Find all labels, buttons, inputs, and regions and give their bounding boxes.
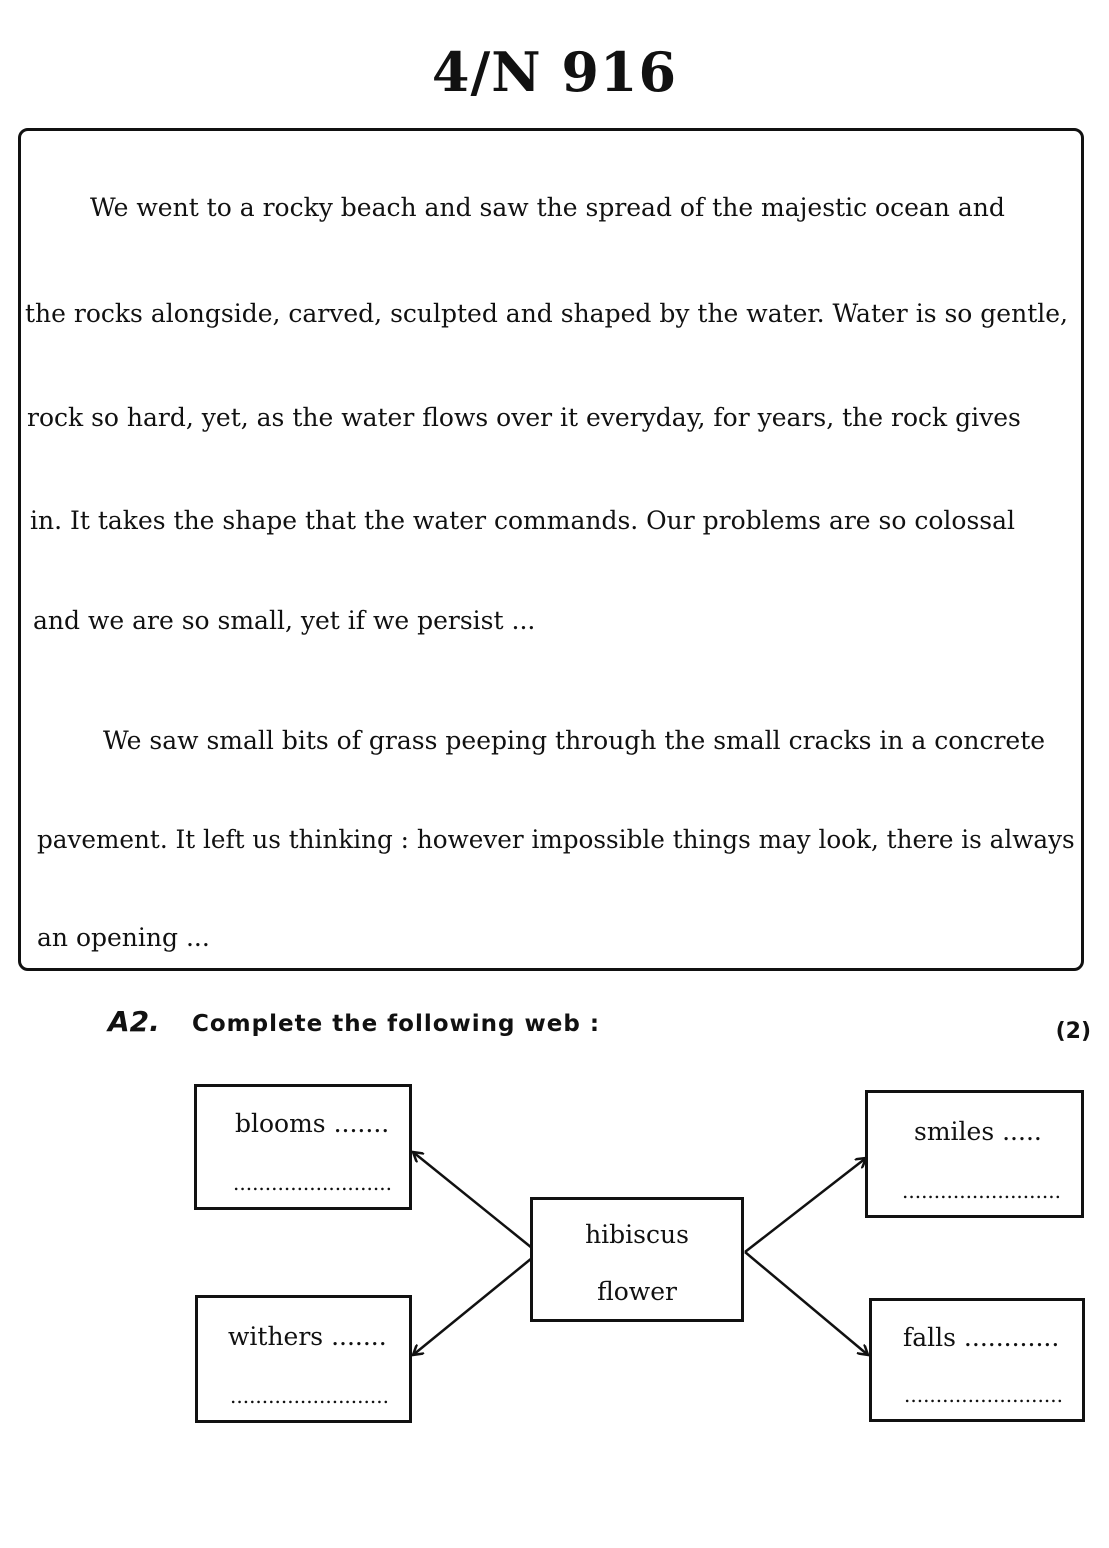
passage-line: in. It takes the shape that the water commands. Our problems are so colossal [30, 506, 1016, 535]
arrow-top-right [745, 1158, 866, 1252]
passage-line: an opening ... [37, 923, 210, 952]
web-word: falls ............ [903, 1323, 1060, 1352]
passage-line: We saw small bits of grass peeping through the small cracks in a concrete [103, 726, 1046, 755]
web-answer-blank[interactable]: ......................... [904, 1383, 1063, 1407]
web-answer-blank[interactable]: ......................... [902, 1179, 1061, 1203]
web-word: withers ....... [228, 1322, 387, 1351]
web-answer-blank[interactable]: ......................... [230, 1384, 389, 1408]
web-center-line1: hibiscus [585, 1220, 689, 1249]
web-box-top-right [865, 1090, 1084, 1218]
web-center-box [530, 1197, 744, 1322]
web-box-bottom-left [195, 1295, 412, 1423]
arrow-top-left [413, 1152, 532, 1248]
web-answer-blank[interactable]: ......................... [233, 1171, 392, 1195]
arrow-bottom-right [745, 1252, 868, 1355]
passage-line: rock so hard, yet, as the water flows over it everyday, for years, the rock gives [27, 403, 1021, 432]
passage-line: the rocks alongside, carved, sculpted and shaped by the water. Water is so gentle, [25, 299, 1068, 328]
web-box-top-left [194, 1084, 412, 1210]
web-center-line2: flower [597, 1277, 677, 1306]
passage-line: and we are so small, yet if we persist ... [33, 606, 536, 635]
web-word: blooms ....... [235, 1109, 390, 1138]
passage-line: pavement. It left us thinking : however impossible things may look, there is always [37, 825, 1075, 854]
question-heading [0, 1005, 1109, 1045]
paper-code: 4/N 916 [431, 40, 678, 104]
passage-line: We went to a rocky beach and saw the spread of the majestic ocean and [90, 193, 1005, 222]
arrow-bottom-left [413, 1258, 532, 1355]
question-number: A2. [108, 1005, 160, 1038]
question-marks: (2) [1055, 1019, 1091, 1044]
web-box-bottom-right [869, 1298, 1085, 1422]
web-word: smiles ..... [914, 1117, 1042, 1146]
question-text: Complete the following web : [192, 1011, 601, 1037]
